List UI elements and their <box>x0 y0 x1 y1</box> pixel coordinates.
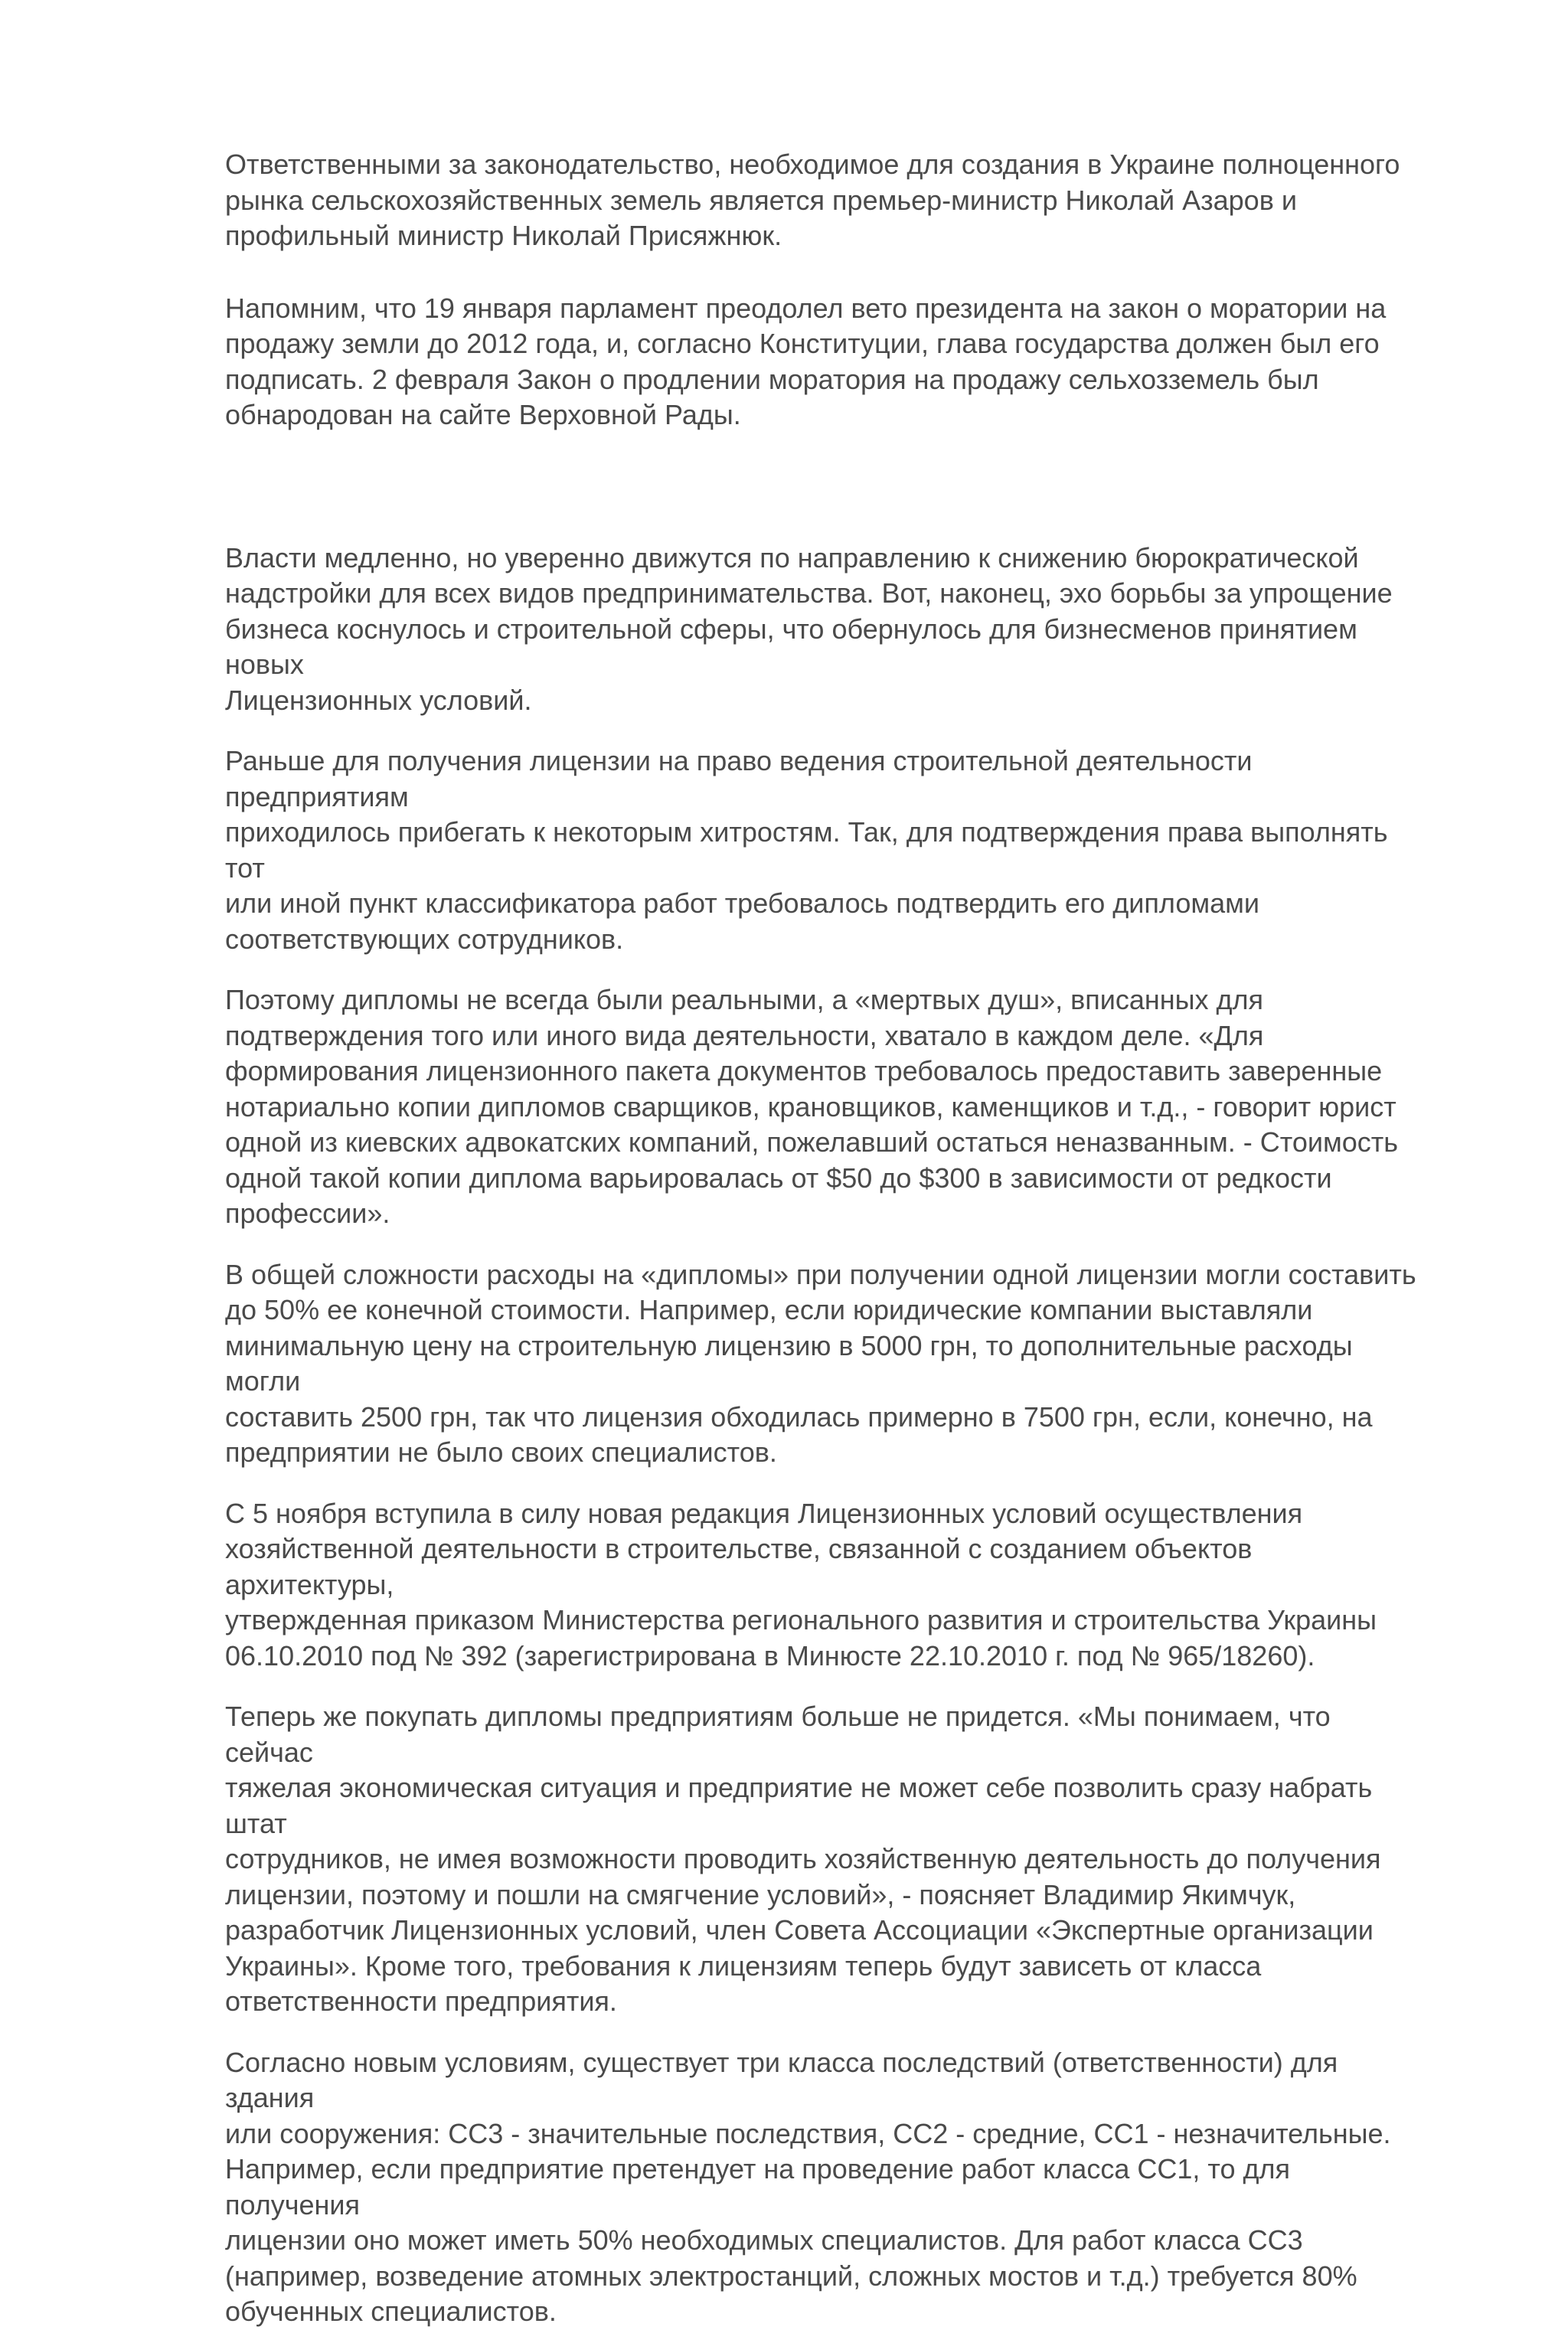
paragraph-moratorium: Напомним, что 19 января парламент преодолел вето президента на закон о моратории на продажу земли до 2012 года, и, согласно Конституции, глава государства должен был его подписать. 2 февраля Закон о продлении моратория на продажу сельхозземель был обнародован на сайте Верховной Рады. <box>225 292 1387 430</box>
paragraph-land-legislation: Ответственными за законодательство, необходимое для создания в Украине полноценного рынка сельскохозяйственных земель является премьер-министр Николай Азаров и профильный министр Николай Присяжнюк. <box>225 149 1400 251</box>
paragraph-diplomas: Поэтому дипломы не всегда были реальными, а «мертвых душ», вписанных для подтверждения того или иного вида деятельности, хватало в каждом деле. «Для формирования лицензионного пакета документов требовалось предоставить заверенные нотариально копии дипломов сварщиков, крановщиков, каменщиков и т.д., - говорит юрист одной из киевских адвокатских компаний, пожелавший остаться неназванным. - Стоимость одной такой копии диплома варьировалась от $50 до $300 в зависимости от редкости профессии». <box>225 984 1398 1229</box>
document-body <box>225 147 1419 2330</box>
paragraph-consequence-classes: Согласно новым условиям, существует три класса последствий (ответственности) для здания или сооружения: СС3 - значительные последствия, СС2 - средние, СС1 - незначительные. Например, если предприятие претендует на проведение работ класса СС1, то для получения лицензии оно может иметь 50% необходимых специалистов. Для работ класса СС3 (например, возведение атомных электростанций, сложных мостов и т.д.) требуется 80% обученных специалистов. <box>225 2046 1391 2327</box>
paragraph-bureaucracy: Власти медленно, но уверенно движутся по направлению к снижению бюрократической надстройки для всех видов предпринимательства. Вот, наконец, эхо борьбы за упрощение бизнеса коснулось и строительной сферы, что обернулось для бизнесменов принятием новых Лицензионных условий. <box>225 541 1393 716</box>
paragraph-new-conditions: С 5 ноября вступила в силу новая редакция Лицензионных условий осуществления хозяйственной деятельности в строительстве, связанной с созданием объектов архитектуры, утвержденная приказом Министерства регионального развития и строительства Украины 06.10.2010 под № 392 (зарегистрирована в Минюсте 22.10.2010 г. под № 965/18260). <box>225 1497 1377 1672</box>
paragraph-costs: В общей сложности расходы на «дипломы» при получении одной лицензии могли составить до 50% ее конечной стоимости. Например, если юридические компании выставляли минимальную цену на строительную лицензию в 5000 грн, то дополнительные расходы могли составить 2500 грн, так что лицензия обходилась примерно в 7500 грн, если, конечно, на предприятии не было своих специалистов. <box>225 1258 1416 1468</box>
paragraph-license-tricks: Раньше для получения лицензии на право ведения строительной деятельности предприятиям приходилось прибегать к некоторым хитростям. Так, для подтверждения права выполнять тот или иной пункт классификатора работ требовалось подтвердить его дипломами соответствующих сотрудников. <box>225 745 1388 955</box>
paragraph-no-diplomas: Теперь же покупать дипломы предприятиям больше не придется. «Мы понимаем, что сейчас тяжелая экономическая ситуация и предприятие не может себе позволить сразу набрать штат сотрудников, не имея возможности проводить хозяйственную деятельность до получения лицензии, поэтому и пошли на смягчение условий», - поясняет Владимир Якимчук, разработчик Лицензионных условий, член Совета Ассоциации «Экспертные организации Украины». Кроме того, требования к лицензиям теперь будут зависеть от класса ответственности предприятия. <box>225 1701 1381 2017</box>
